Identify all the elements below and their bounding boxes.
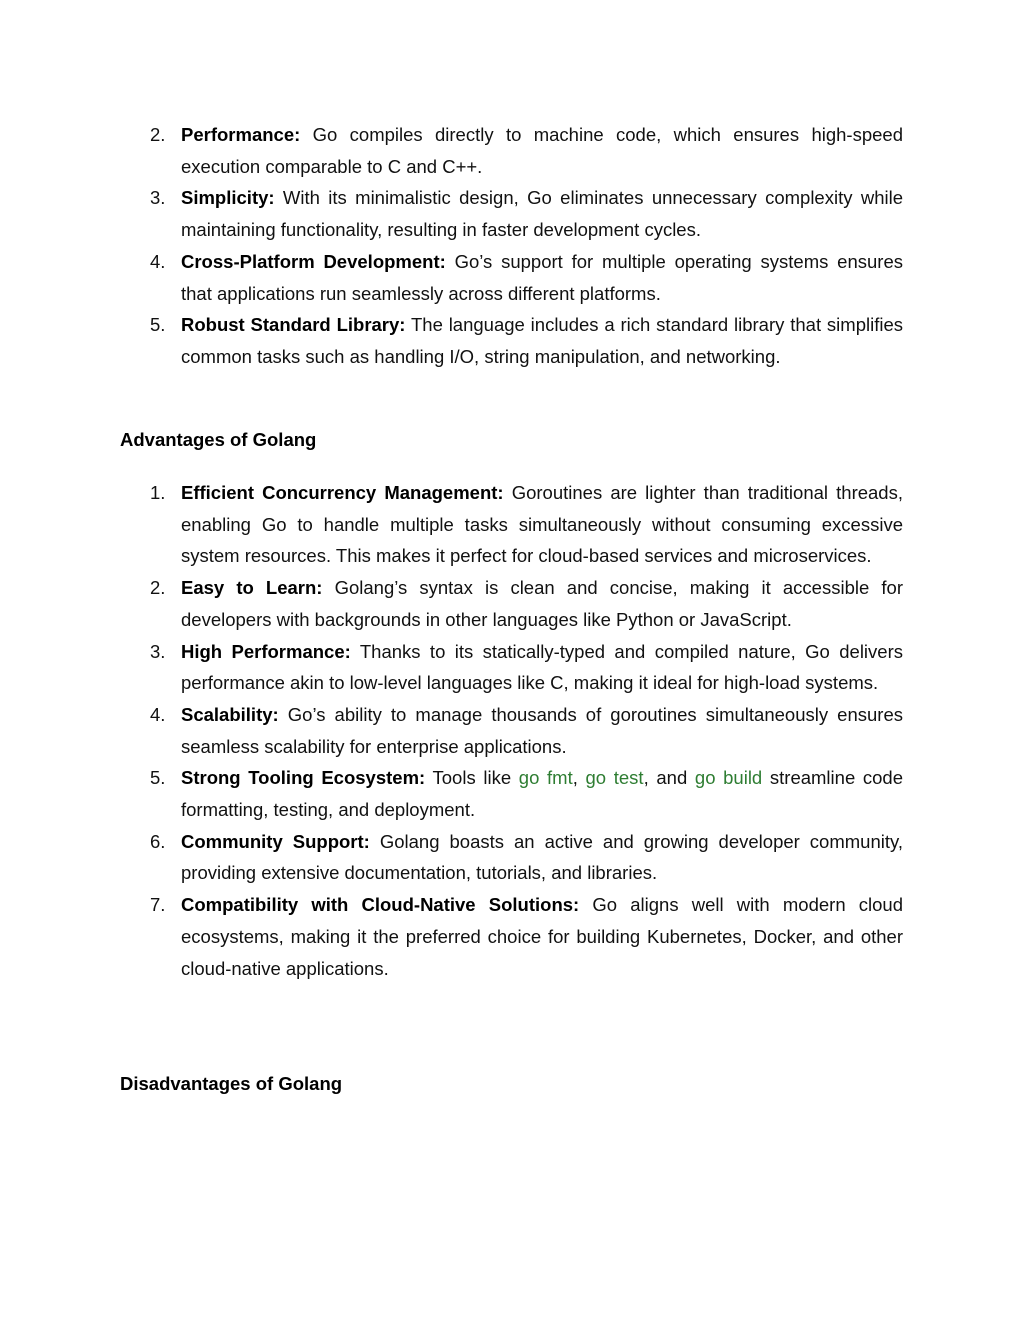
item-text: Go aligns well with modern cloud ecosystems, making it the preferred choice for building Kubernetes, Docker, and other cloud-native applications.	[181, 894, 904, 979]
list-number: 3.	[150, 187, 166, 209]
features-list	[120, 119, 903, 373]
advantages-heading: Advantages of Golang	[120, 429, 317, 450]
item-term: Robust Standard Library:	[181, 314, 406, 336]
item-term: Performance:	[181, 124, 301, 145]
list-number: 3.	[150, 640, 166, 662]
item-term: Simplicity:	[181, 187, 275, 209]
item-text: Thanks to its statically-typed and compiled nature, Go delivers performance akin to low-level languages like C, making it ideal for high-load systems.	[181, 640, 903, 694]
disadvantages-heading: Disadvantages of Golang	[120, 1073, 343, 1094]
item-text: Golang’s syntax is clean and concise, making it accessible for developers with backgrounds in other languages like Python or JavaScript.	[181, 577, 903, 630]
list-item	[120, 309, 903, 372]
item-term: Scalability:	[181, 703, 279, 725]
list-item	[120, 477, 903, 572]
list-number: 5.	[150, 314, 166, 336]
code-command-go-test: go test	[585, 767, 644, 789]
list-item	[120, 889, 903, 984]
code-command-go-fmt: go fmt	[518, 767, 573, 789]
list-item	[120, 119, 903, 182]
list-item	[120, 699, 903, 762]
item-text: Go’s support for multiple operating systems ensures that applications run seamlessly across different platforms.	[181, 250, 903, 304]
item-text: Go’s ability to manage thousands of goroutines simultaneously ensures seamless scalability for enterprise applications.	[181, 703, 903, 757]
list-item	[120, 762, 903, 825]
list-number: 6.	[150, 830, 166, 852]
list-number: 4.	[150, 703, 166, 725]
list-number: 4.	[150, 250, 166, 272]
list-item	[120, 572, 903, 635]
item-text: The language includes a rich standard library that simplifies common tasks such as handling I/O, string manipulation, and networking.	[181, 314, 903, 367]
list-number: 7.	[150, 894, 166, 916]
list-item	[120, 636, 903, 699]
item-term: Easy to Learn:	[181, 577, 323, 599]
list-number: 2.	[150, 577, 166, 599]
item-text: With its minimalistic design, Go eliminates unnecessary complexity while maintaining functionality, resulting in faster development cycles.	[181, 187, 903, 241]
list-item	[120, 246, 903, 309]
item-text: Goroutines are lighter than traditional threads, enabling Go to handle multiple tasks simultaneously without consuming excessive system resources. This makes it perfect for cloud-based services and microservices.	[181, 482, 903, 567]
item-text: streamline code formatting, testing, and deployment.	[181, 767, 903, 821]
item-term: Strong Tooling Ecosystem:	[181, 767, 426, 789]
item-text: Tools like	[425, 767, 519, 789]
item-term: High Performance:	[181, 640, 351, 662]
item-term: Efficient Concurrency Management:	[181, 482, 504, 503]
item-text: Golang boasts an active and growing developer community, providing extensive documentation, tutorials, and libraries.	[181, 830, 904, 884]
list-number: 2.	[150, 124, 166, 145]
item-text: Go compiles directly to machine code, which ensures high-speed execution comparable to C and C++.	[181, 124, 903, 177]
item-text: , and	[643, 767, 695, 789]
item-text: ,	[572, 767, 586, 789]
item-term: Compatibility with Cloud-Native Solutions:	[181, 894, 580, 916]
list-item	[120, 182, 903, 245]
code-command-go-build: go build	[694, 767, 763, 789]
list-number: 5.	[150, 767, 166, 789]
advantages-list	[120, 477, 903, 984]
item-term: Cross-Platform Development:	[181, 250, 446, 272]
item-term: Community Support:	[181, 830, 370, 852]
list-item	[120, 826, 903, 889]
list-number: 1.	[150, 482, 166, 503]
